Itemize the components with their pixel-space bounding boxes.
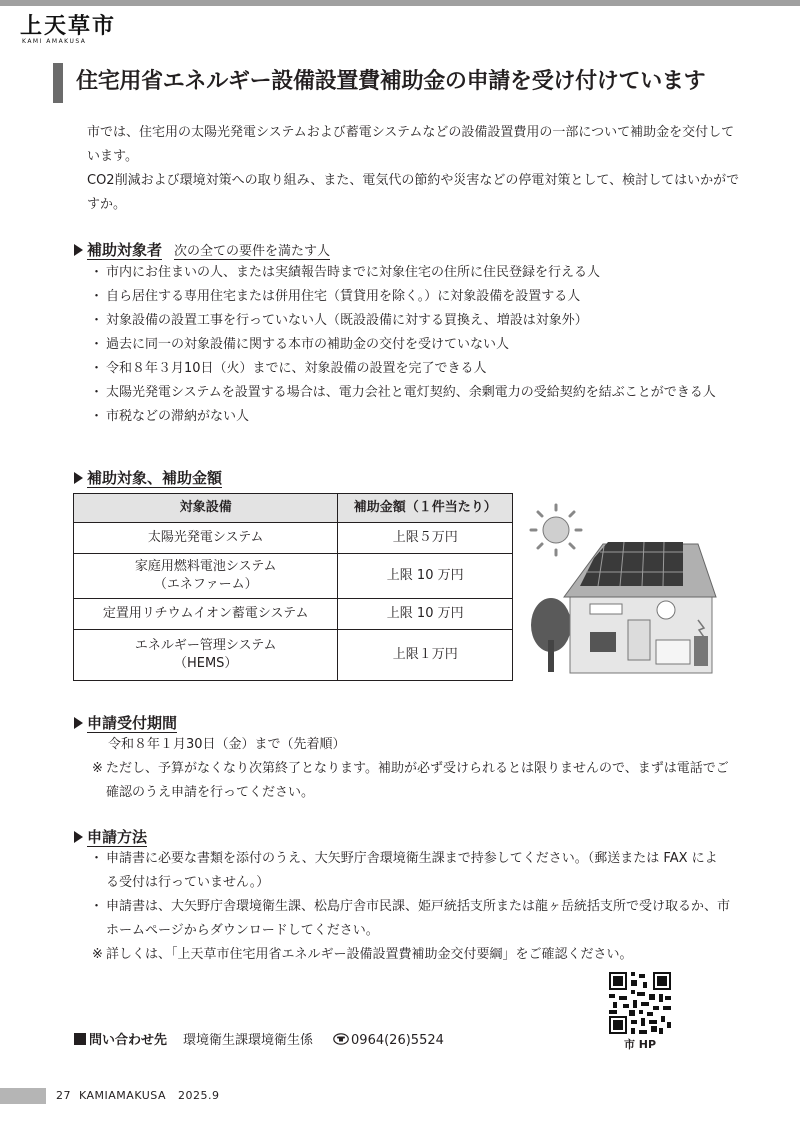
triangle-bullet-icon bbox=[74, 717, 83, 729]
eligibility-list bbox=[90, 261, 730, 429]
list-item: ・ 申請書は、大矢野庁舎環境衛生課、松島庁舎市民課、姫戸統括支所または龍ヶ岳統括支所で受け取るか、市ホームページからダウンロードしてください。 bbox=[90, 895, 730, 943]
eligibility-heading-text: 補助対象者 bbox=[87, 241, 163, 259]
page-title: 住宅用省エネルギー設備設置費補助金の申請を受け付けています bbox=[76, 69, 706, 94]
list-item: ・ 過去に同一の対象設備に関する本市の補助金の交付を受けていない人 bbox=[90, 333, 730, 357]
period-notes bbox=[92, 757, 732, 805]
list-item: ・ 市税などの滞納がない人 bbox=[90, 405, 730, 429]
list-item: ・ 市内にお住まいの人、または実績報告時までに対象住宅の住所に住民登録を行える人 bbox=[90, 261, 730, 285]
amount-cell: 上限 10 万円 bbox=[338, 554, 513, 599]
logo-text: 上天草市 bbox=[20, 13, 117, 39]
logo-subtext: KAMI AMAKUSA bbox=[22, 38, 87, 45]
amount-cell: 上限 10 万円 bbox=[338, 599, 513, 630]
method-list bbox=[90, 847, 730, 943]
amount-cell: 上限１万円 bbox=[338, 630, 513, 681]
page-number: 27 bbox=[56, 1089, 71, 1102]
magazine-name: KAMIAMAKUSA bbox=[79, 1089, 167, 1102]
eligibility-heading bbox=[74, 239, 330, 263]
equipment-cell: 定置用リチウムイオン蓄電システム bbox=[74, 599, 338, 630]
footer bbox=[56, 1088, 220, 1104]
qr-label: 市 HP bbox=[623, 1038, 657, 1051]
table-header-equipment: 対象設備 bbox=[74, 494, 338, 523]
contact-dept: 環境衛生課環境衛生係 bbox=[183, 1033, 314, 1048]
contact-info bbox=[74, 1030, 444, 1052]
table-row bbox=[74, 630, 513, 681]
subsidy-heading-text: 補助対象、補助金額 bbox=[87, 469, 223, 487]
method-notes bbox=[92, 943, 732, 967]
period-heading bbox=[74, 712, 177, 734]
subsidy-table bbox=[73, 493, 513, 681]
equipment-cell: 太陽光発電システム bbox=[74, 523, 338, 554]
eligibility-note: 次の全ての要件を満たす人 bbox=[174, 244, 331, 259]
issue-date: 2025.9 bbox=[178, 1089, 220, 1102]
intro-paragraph-1: 市では、住宅用の太陽光発電システムおよび蓄電システムなどの設備設置費用の一部について補助金を交付しています。 bbox=[87, 125, 735, 164]
city-logo bbox=[20, 14, 120, 44]
equipment-cell: エネルギー管理システム （HEMS） bbox=[74, 630, 338, 681]
table-row bbox=[74, 523, 513, 554]
table-row bbox=[74, 554, 513, 599]
period-date: 令和８年１月30日（金）まで（先着順） bbox=[108, 737, 346, 752]
amount-cell: 上限５万円 bbox=[338, 523, 513, 554]
subsidy-heading bbox=[74, 467, 222, 489]
contact-phone: 0964(26)5524 bbox=[351, 1033, 444, 1048]
solar-house-illustration bbox=[528, 500, 718, 680]
list-item: ・ 対象設備の設置工事を行っていない人（既設設備に対する買換え、増設は対象外） bbox=[90, 309, 730, 333]
footer-accent-bar bbox=[0, 1088, 46, 1104]
qr-code-icon[interactable] bbox=[607, 970, 673, 1036]
table-row bbox=[74, 599, 513, 630]
square-bullet-icon bbox=[74, 1033, 86, 1045]
title-accent-bar bbox=[53, 63, 63, 103]
note-item: ※ 詳しくは、「上天草市住宅用省エネルギー設備設置費補助金交付要綱」をご確認ください。 bbox=[92, 943, 732, 967]
contact-heading: 問い合わせ先 bbox=[89, 1033, 168, 1048]
top-bar bbox=[0, 0, 800, 6]
list-item: ・ 令和８年３月10日（火）までに、対象設備の設置を完了できる人 bbox=[90, 357, 730, 381]
list-item: ・ 太陽光発電システムを設置する場合は、電力会社と電灯契約、余剰電力の受給契約を結ぶことができる人 bbox=[90, 381, 730, 405]
triangle-bullet-icon bbox=[74, 831, 83, 843]
list-item: ・ 申請書に必要な書類を添付のうえ、大矢野庁舎環境衛生課まで持参してください。（郵送または FAX による受付は行っていません。） bbox=[90, 847, 730, 895]
method-heading bbox=[74, 826, 147, 848]
note-item: ※ ただし、予算がなくなり次第終了となります。補助が必ず受けられるとは限りませんので、まずは電話でご確認のうえ申請を行ってください。 bbox=[92, 757, 732, 805]
table-header-amount: 補助金額（１件当たり） bbox=[338, 494, 513, 523]
phone-icon bbox=[333, 1033, 349, 1045]
list-item: ・ 自ら居住する専用住宅または併用住宅（賃貸用を除く。）に対象設備を設置する人 bbox=[90, 285, 730, 309]
intro-paragraph-2: CO2削減および環境対策への取り組み、また、電気代の節約や災害などの停電対策として、検討してはいかがですか。 bbox=[87, 173, 740, 212]
period-heading-text: 申請受付期間 bbox=[87, 714, 178, 732]
triangle-bullet-icon bbox=[74, 244, 83, 256]
equipment-cell: 家庭用燃料電池システム （エネファーム） bbox=[74, 554, 338, 599]
method-heading-text: 申請方法 bbox=[87, 828, 148, 846]
triangle-bullet-icon bbox=[74, 472, 83, 484]
